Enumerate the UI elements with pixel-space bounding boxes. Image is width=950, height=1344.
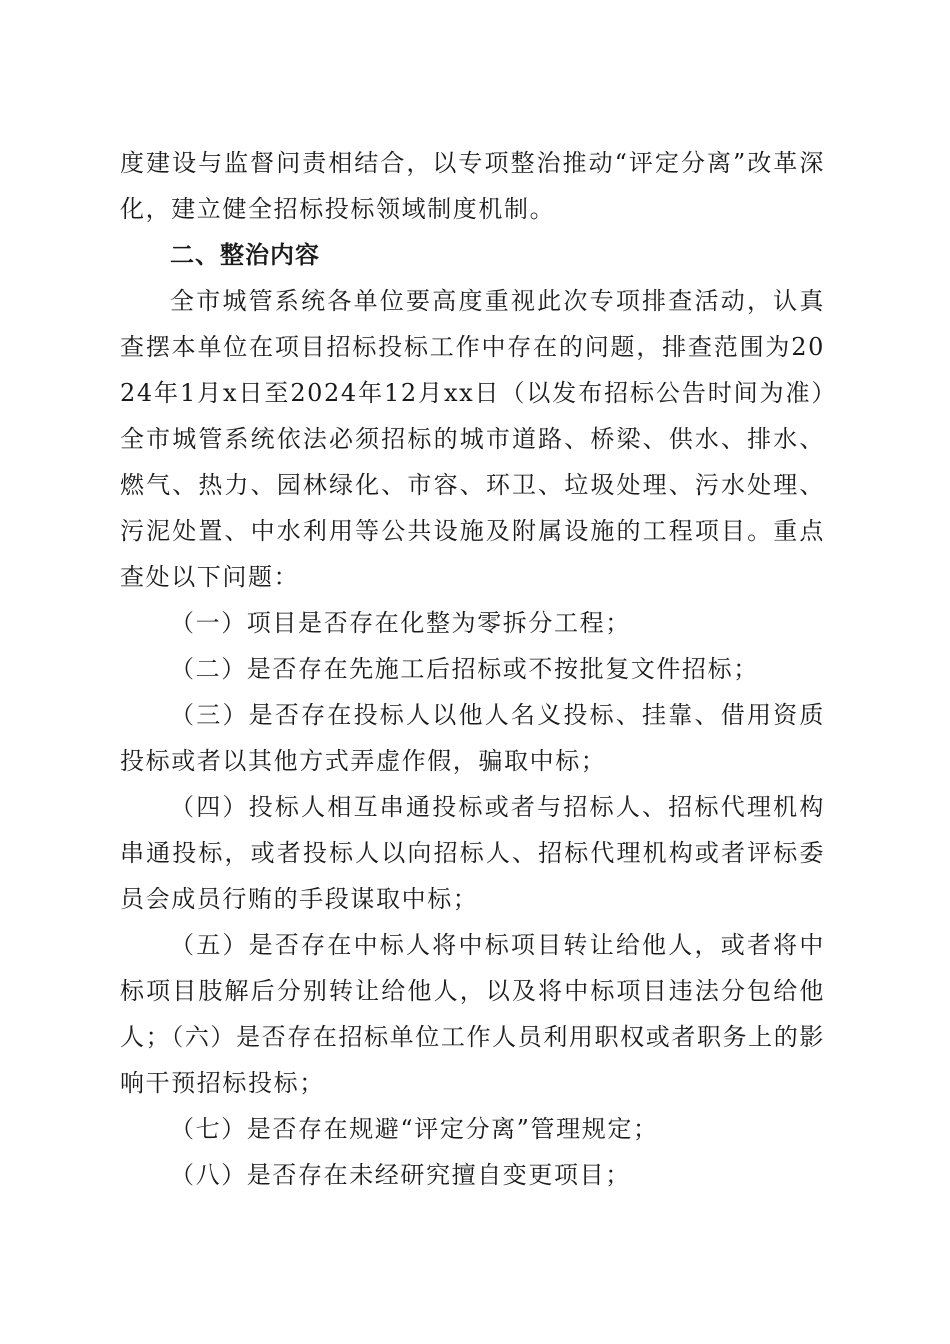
list-item-4: （四）投标人相互串通投标或者与招标人、招标代理机构串通投标，或者投标人以向招标人、招标代理机构或者评标委员会成员行贿的手段谋取中标； [120, 793, 825, 913]
list-item-3: （三）是否存在投标人以他人名义投标、挂靠、借用资质投标或者以其他方式弄虚作假，骗取中标； [120, 701, 825, 775]
list-item-1: （一）项目是否存在化整为零拆分工程； [170, 609, 631, 637]
list-item-2: （二）是否存在先施工后招标或不按批复文件招标； [170, 655, 759, 683]
list-item-5-6: （五）是否存在中标人将中标项目转让给他人，或者将中标项目肢解后分别转让给他人，以及将中标项目违法分包给他人；（六）是否存在招标单位工作人员利用职权或者职务上的影响干预招标投标； [120, 931, 825, 1097]
list-item-8: （八）是否存在未经研究擅自变更项目； [170, 1161, 631, 1189]
paragraph-scope: 全市城管系统各单位要高度重视此次专项排查活动，认真查摆本单位在项目招标投标工作中存在的问题，排查范围为2024年1月x日至2024年12月xx日（以发布招标公告时间为准）全市城管系统依法必须招标的城市道路、桥梁、供水、排水、燃气、热力、园林绿化、市容、环卫、垃圾处理、污水处理、污泥处置、中水利用等公共设施及附属设施的工程项目。重点查处以下问题： [120, 287, 825, 591]
document-body [120, 140, 825, 1198]
paragraph-continuation: 度建设与监督问责相结合，以专项整治推动“评定分离”改革深化，建立健全招标投标领域制度机制。 [120, 149, 825, 223]
list-item-7: （七）是否存在规避“评定分离”管理规定； [170, 1115, 659, 1143]
section-heading: 二、整治内容 [170, 241, 320, 269]
